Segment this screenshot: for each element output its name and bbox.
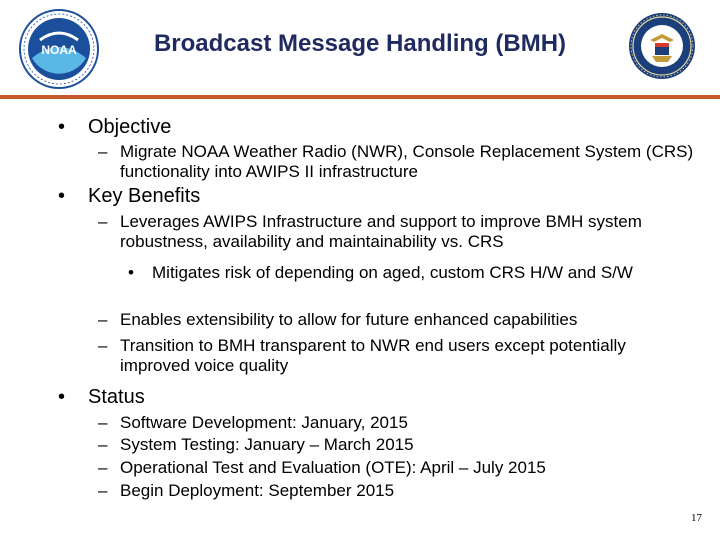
bullet-icon: • (58, 116, 66, 138)
dash-icon: – (98, 336, 108, 355)
bullet-icon: • (128, 263, 134, 282)
dash-icon: – (98, 310, 108, 329)
bullet-icon: • (58, 185, 66, 207)
bullet-icon: • (58, 386, 66, 408)
status-item-text: Software Development: January, 2015 (120, 413, 408, 432)
dash-icon: – (98, 458, 108, 477)
key-benefits-heading: Key Benefits (88, 185, 201, 207)
objective-item-text: Migrate NOAA Weather Radio (NWR), Console Replacement System (CRS) functionality into AWIPS II infrastructure (120, 142, 694, 181)
key-benefit-item-text: Enables extensibility to allow for future enhanced capabilities (120, 310, 578, 329)
status-item-text: System Testing: January – March 2015 (120, 435, 414, 454)
key-benefit-item-text: Transition to BMH transparent to NWR end users except potentially improved voice quality (120, 336, 626, 375)
dash-icon: – (98, 413, 108, 432)
status-item-text: Operational Test and Evaluation (OTE): April – July 2015 (120, 458, 546, 477)
status-heading: Status (88, 386, 145, 408)
dash-icon: – (98, 212, 108, 231)
title-divider (0, 95, 720, 99)
slide-title: Broadcast Message Handling (BMH) (153, 30, 567, 57)
objective-heading: Objective (88, 116, 172, 138)
dash-icon: – (98, 435, 108, 454)
noaa-logo-icon (18, 8, 100, 90)
page-number: 17 (691, 512, 702, 524)
key-benefit-subitem-text: Mitigates risk of depending on aged, custom CRS H/W and S/W (152, 263, 633, 282)
noaa-logo-text: NOAA (41, 43, 77, 57)
dash-icon: – (98, 481, 108, 500)
status-item-text: Begin Deployment: September 2015 (120, 481, 395, 500)
key-benefit-item-text: Leverages AWIPS Infrastructure and support to improve BMH system robustness, availability and maintainability vs. CRS (120, 212, 642, 251)
dash-icon: – (98, 142, 108, 161)
department-of-commerce-seal-icon (628, 12, 696, 80)
